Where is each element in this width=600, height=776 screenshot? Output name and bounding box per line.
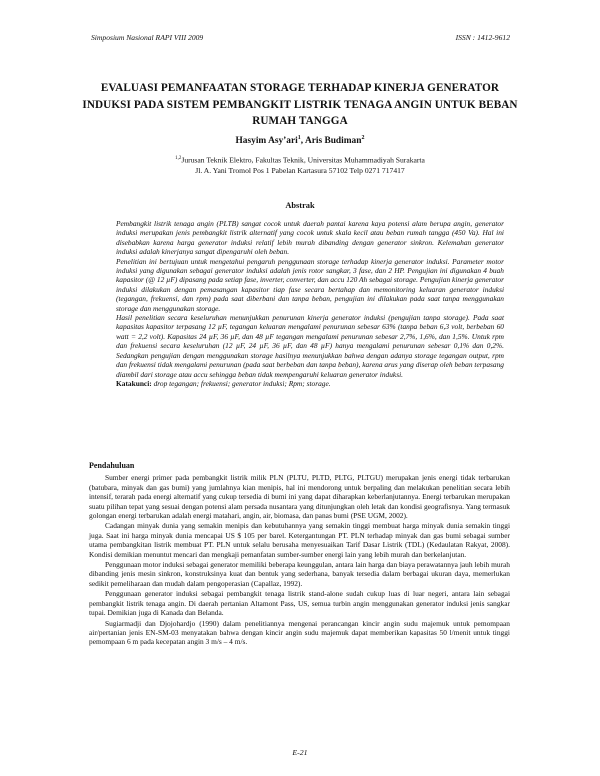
keywords-label: Katakunci: [116, 378, 152, 388]
page-number: E-21 [292, 748, 308, 757]
section-title: Pendahuluan [89, 461, 135, 470]
author-affil-mark: 2 [361, 135, 365, 141]
author-affil-mark: 1 [297, 135, 301, 141]
affiliation [0, 154, 600, 177]
author-line [0, 135, 600, 146]
affiliation-address: Jl. A. Yani Tromol Pos 1 Pabelan Kartasura 57102 Telp 0271 717417 [195, 166, 405, 176]
running-header-left: Simposium Nasional RAPI VIII 2009 [91, 33, 204, 42]
body-paragraph: Cadangan minyak dunia yang semakin menipis dan kebutuhannya yang semakin tinggi membuat harga minyak dunia semakin tinggi juga. Saat ini harga minyak dunia mencapai US $ 105 per barel. Ketergantungan PT. PLN terhadap minyak dan gas bumi sebagai sumber utama pembangkitan listrik membuat PT. PLN untuk selalu berusaha menyesuaikan Tarif Dasar Listrik (TDL) (Kedaulatan Rakyat, 2008). Kondisi demikian menuntut mencari dan mengkaji pemanfatan sumber-sumber energi lain yang lebih murah dan berkelanjutan. [89, 521, 510, 559]
affiliation-line: $^{1,2}$Jurusan Teknik Elektro, Fakultas Teknik, Universitas Muhammadiyah Surakarta [175, 155, 425, 165]
abstract-heading: Abstrak [285, 201, 315, 210]
keywords-list: drop tegangan; frekuensi; generator induksi; Rpm; storage. [151, 378, 331, 388]
body-paragraph: Sumber energi primer pada pembangkit listrik milik PLN (PLTU, PLTD, PLTG, PLTGU) merupakan jenis energi tidak terbarukan (batubara, minyak dan gas bumi) yang jumlahnya kian menipis, hal ini mendorong untuk berpaling dan melakukan penelitian secara lebih intensif, terarah pada energi alternatif yang cukup tersedia di bumi ini yang dapat diharapkan keberlanjutannya. Energi terbarukan merupakan suatu pilihan tepat yang sesuai dengan potensi alam persada nusantara yang ditunjungkan oleh letak dan kondisi geografisnya. Yang termasuk golongan energi terbarukan adalah energi matahari, angin, air, biomasa, dan panas bumi (PSE UGM, 2002). [89, 473, 510, 521]
abstract-paragraph: Penelitian ini bertujuan untuk mengetahui pengaruh penggunaan storage terhadap kinerja generator induksi. Parameter motor induksi yang digunakan sebagai generator induksi adalah jenis rotor sangkar, 3 fase, dan 2 HP. Pengujian ini digunakan 4 buah kapasitor (@ 12 µF) dipasang pada setiap fase, inverter, converter, dan accu 120 Ah sebagai storage. Pengujian kinerja generator induksi dilakukan dengan pemasangan kapasitor tiap fase secara bertahap dan memonitoring keluaran generator induksi (tegangan, frekuensi, dan rpm) pada saat diberbani dan tanpa beban, pengujian ini dilakukan pada saat tanpa menggunakan storage dan menggunakan storage. [116, 256, 504, 313]
body-paragraph: Penggunaan generator induksi sebagai pembangkit tenaga listrik stand-alone sudah cukup luas di luar negeri, antara lain sebagai pembangkit listrik tenaga angin. Di daerah pertanian Altamont Pass, US, semua turbin angin menggunakan generator induksi jenis sangkar tupai. Demikian juga di Kanada dan Belanda. [89, 589, 510, 618]
abstract-paragraph: Pembangkit listrik tenaga angin (PLTB) sangat cocok untuk daerah pantai karena kaya potensi alam berupa angin, generator induksi merupakan jenis pembangkit listrik alternatif yang cocok untuk skala kecil atau beban rumah tangga (450 Va). Hal ini disebabkan karena harga generator induksi relatif lebih murah dibanding dengan generator sinkron. Kelemahan generator induksi adalah kinerjanya sangat dipengaruhi oleh beban. [116, 219, 504, 257]
affiliation-mark: 1,2 [175, 156, 182, 161]
body-paragraph: Sugiarmadji dan Djojohardjo (1990) dalam penelitiannya mengenai perancangan kincir angin sudu majemuk untuk pemompaan air/pertanian jenis EN-SM-03 menyatakan bahwa dengan kincir angin sudu majemuk dapat memberikan kapasitas 50 l/menit untuk tinggi pemompaan 6 m pada kecepatan angin 3 m/s – 4 m/s. [89, 618, 510, 647]
running-header-right: ISSN : 1412-9612 [455, 33, 510, 42]
abstract-body [116, 219, 504, 388]
abstract-paragraph: Hasil penelitian secara keseluruhan menunjukkan penurunan kinerja generator induksi (pengujian tanpa storage). Pada saat kapasitas kapasitor terpasang 12 µF, tegangan keluaran mengalami penurunan sebesar 63% (tanpa beban 6,3 volt, berbeban 60 watt = 2,2 volt). Kapasitas 24 µF, 36 µF, dan 48 µF tegangan mengalami penurunan sebesar 2,7%, 1,6%, dan 1,5%. Untuk rpm dan frekuensi secara keseluruhan (12 µF, 24 µF, 36 µF, dan 48 µF) hanya mengalami penurunan sebesar 0,1% dan 0,2%. Sedangkan pengujian dengan menggunakan storage hasilnya menunjukkan bahwa dengan adanya storage tegangan output, rpm dan frekuensi tidak mengalami penurunan (pada saat berbeban dan tanpa beban), karena arus yang diserap oleh beban terpasang diambil dari storage atau accu sehingga beban tidak mempengaruhi keluaran generator induksi. [116, 313, 504, 379]
paper-title: EVALUASI PEMANFAATAN STORAGE TERHADAP KINERJA GENERATOR INDUKSI PADA SISTEM PEMBANGKIT LISTRIK TENAGA ANGIN UNTUK BEBAN RUMAH TANGGA [82, 82, 518, 127]
author-separator: , [300, 136, 305, 147]
body-paragraph: Penggunaan motor induksi sebagai generator memiliki beberapa keunggulan, antara lain harga dan biaya perawatannya jauh lebih murah dibanding jenis mesin sinkron, konstruksinya kuat dan bentuk yang sederhana, banyak tersedia dalam berbagai ukuran daya, memerlukan sedikit pemeliharaan dan mudah dalam pengoperasian (Capallaz, 1992). [89, 560, 510, 588]
author-name: Hasyim Asy’ari [235, 136, 298, 147]
introduction-section [89, 461, 510, 648]
author-name: Aris Budiman [304, 136, 362, 147]
keywords [116, 379, 504, 388]
